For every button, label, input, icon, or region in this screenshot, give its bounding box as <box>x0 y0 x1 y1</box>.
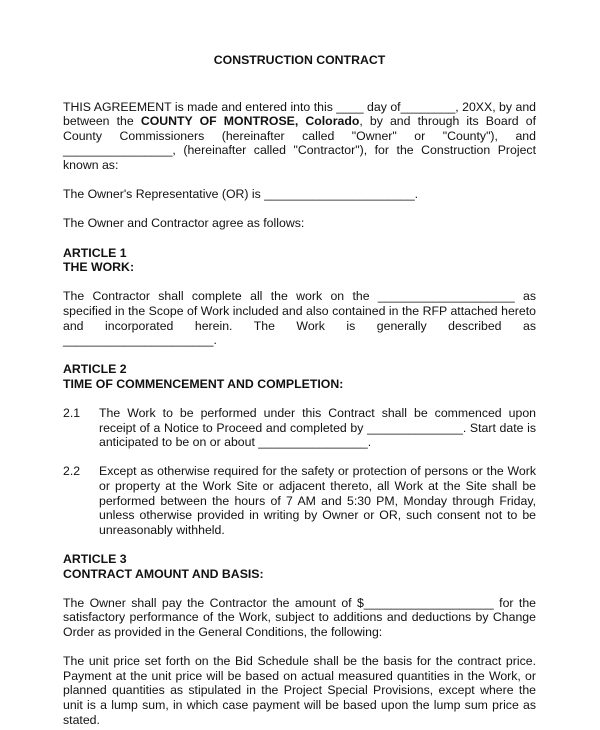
article-2-heading: ARTICLE 2 <box>63 362 127 377</box>
clause-2-1 <box>63 406 536 450</box>
clause-2-2 <box>63 464 536 537</box>
agree-line: The Owner and Contractor agree as follows: <box>63 216 305 231</box>
intro-text-1: THIS AGREEMENT is made and entered into this ____ day of________, 20XX, by and between the <box>63 99 536 129</box>
intro-county: COUNTY OF MONTROSE, Colorado <box>140 114 360 129</box>
document-title: CONSTRUCTION CONTRACT <box>213 53 386 67</box>
clause-number: 2.1 <box>63 406 81 421</box>
article-1-subheading: THE WORK: <box>63 260 135 275</box>
article-3-paragraph-2: The unit price set forth on the Bid Schedule shall be the basis for the contract price. Payment at the unit price will be based on actual measured quantities in the Work, or planned quantities as stipulated in the Project Special Provisions, except where the unit is a lump sum, in which case payment will be based upon the lump sum price as stated. <box>63 654 536 727</box>
intro-paragraph <box>63 100 536 173</box>
article-3-heading: ARTICLE 3 <box>63 552 127 566</box>
clause-text: The Work to be performed under this Contract shall be commenced upon receipt of a Notice to Proceed and completed by ______________. Start date is anticipated to be on or about ________________. <box>99 406 536 450</box>
owner-representative-line: The Owner's Representative (OR) is ______________________. <box>63 187 419 202</box>
article-3-subheading: CONTRACT AMOUNT AND BASIS: <box>63 566 264 581</box>
article-3-paragraph-1: The Owner shall pay the Contractor the amount of $___________________ for the satisfactory performance of the Work, subject to additions and deductions by Change Order as provided in the General Conditions, the following: <box>63 595 536 639</box>
intro-text-2: , by and through its Board of County Commissioners (hereinafter called "Owner" or "County"), and ________________, (hereinafter called "Contractor"), for the Construction Project known as: <box>63 114 536 172</box>
clause-number: 2.2 <box>63 464 81 479</box>
article-1-body: The Contractor shall complete all the work on the ____________________ as specified in the Scope of Work included and also contained in the RFP attached hereto and incorporated herein. The Work is generally described as ______________________. <box>63 289 536 348</box>
article-1-heading: ARTICLE 1 <box>63 245 127 260</box>
article-2-subheading: TIME OF COMMENCEMENT AND COMPLETION: <box>63 376 344 391</box>
clause-text: Except as otherwise required for the safety or protection of persons or the Work or property at the Work Site or adjacent thereto, all Work at the Site shall be performed between the hours of 7 AM and 5:30 PM, Monday through Friday, unless otherwise provided in writing by Owner or OR, such consent not to be unreasonably withheld. <box>99 464 536 537</box>
